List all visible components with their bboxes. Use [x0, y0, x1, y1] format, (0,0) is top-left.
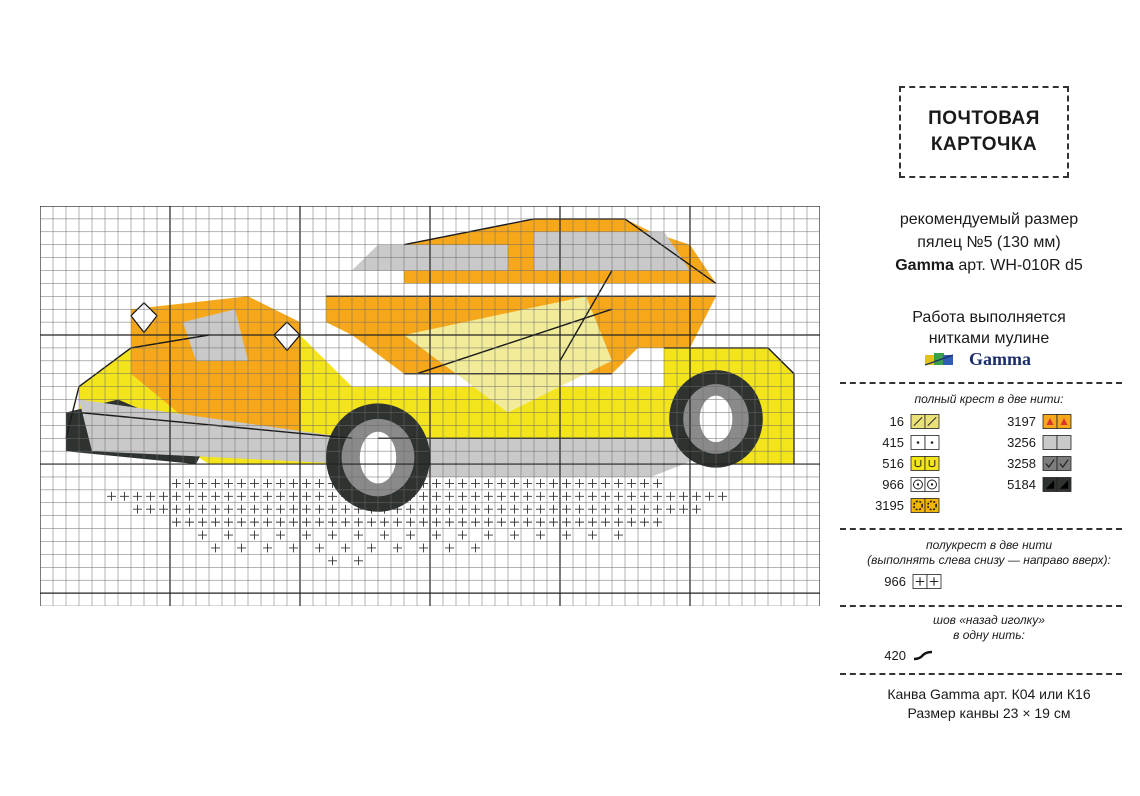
backstitch-title-2: в одну нить: — [953, 628, 1025, 642]
left-0-key — [868, 414, 940, 429]
color-swatch-icon — [1042, 414, 1072, 429]
backstitch-key — [870, 648, 934, 663]
half-cross-title-2: (выполнять слева снизу — направо вверх): — [867, 553, 1111, 567]
half-cross-title-1: полукрест в две нити — [925, 538, 1053, 552]
floss-code: 516 — [882, 456, 904, 471]
stamp-line-2: КАРТОЧКА — [930, 134, 1038, 155]
canvas-article: Канва Gamma арт. К04 или К16 — [887, 686, 1091, 702]
color-swatch-icon — [910, 435, 940, 450]
gamma-logo — [925, 349, 1031, 370]
floss-code: 3256 — [1007, 435, 1036, 450]
divider-2 — [840, 528, 1122, 530]
stamp-line-1: ПОЧТОВАЯ — [928, 108, 1040, 129]
work-label-2: нитками мулине — [928, 330, 1050, 347]
full-cross-title: полный крест в две нити: — [914, 392, 1064, 406]
left-4-key — [868, 498, 940, 513]
color-swatch-icon — [1042, 456, 1072, 471]
canvas-size: Размер канвы 23 × 19 см — [907, 705, 1071, 721]
postcard-stamp — [899, 86, 1069, 178]
left-1-key — [868, 435, 940, 450]
article-line — [838, 256, 1140, 276]
color-swatch-icon — [1042, 435, 1072, 450]
right-2-key — [1000, 456, 1072, 471]
work-label-1: Работа выполняется — [912, 309, 1066, 326]
divider-3 — [840, 605, 1122, 607]
divider-1 — [840, 382, 1122, 384]
floss-code: 3195 — [875, 498, 904, 513]
brand-name: Gamma — [895, 257, 954, 274]
floss-code: 415 — [882, 435, 904, 450]
floss-code: 3258 — [1007, 456, 1036, 471]
right-0-key — [1000, 414, 1072, 429]
right-1-key — [1000, 435, 1072, 450]
recommended-size-label: рекомендуемый размер — [899, 211, 1079, 228]
floss-code: 5184 — [1007, 477, 1036, 492]
color-swatch-icon — [912, 574, 942, 589]
hoop-size-label: пялец №5 (130 мм) — [917, 234, 1061, 251]
article-number: арт. WH-010R d5 — [958, 257, 1083, 274]
backstitch-symbol-icon — [912, 650, 934, 662]
backstitch-title-1: шов «назад иголку» — [933, 613, 1045, 627]
divider-4 — [840, 673, 1122, 675]
left-3-key — [868, 477, 940, 492]
floss-code: 966 — [884, 574, 906, 589]
floss-code: 3197 — [1007, 414, 1036, 429]
right-3-key — [1000, 477, 1072, 492]
left-2-key — [868, 456, 940, 471]
color-swatch-icon — [910, 477, 940, 492]
backstitch-code: 420 — [884, 648, 906, 663]
half-key — [870, 574, 942, 589]
floss-code: 16 — [889, 414, 904, 429]
cross-stitch-chart — [40, 206, 820, 606]
floss-code: 966 — [882, 477, 904, 492]
color-swatch-icon — [910, 414, 940, 429]
color-swatch-icon — [910, 498, 940, 513]
color-swatch-icon — [910, 456, 940, 471]
color-swatch-icon — [1042, 477, 1072, 492]
thread-logo-icon — [925, 351, 965, 369]
logo-text: Gamma — [969, 349, 1031, 369]
